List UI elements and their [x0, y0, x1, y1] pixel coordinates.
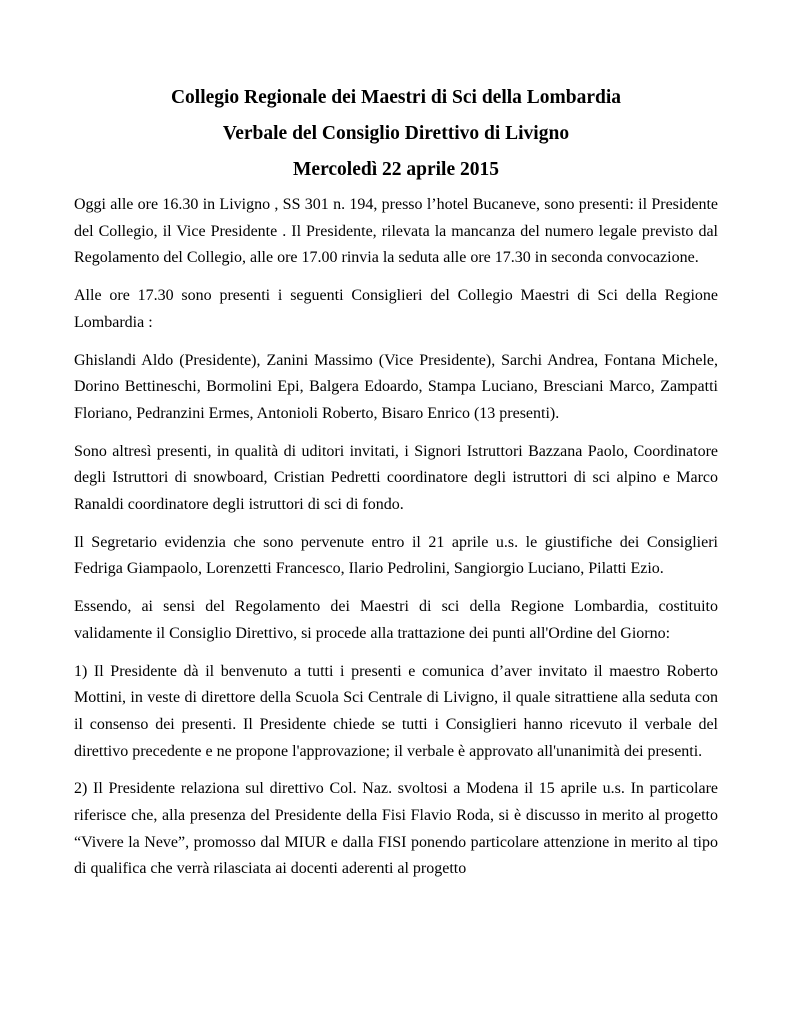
paragraph-second-call: Alle ore 17.30 sono presenti i seguenti Consiglieri del Collegio Maestri di Sci della Regione Lombardia : [74, 287, 718, 331]
document-title: Collegio Regionale dei Maestri di Sci della Lombardia [170, 87, 622, 108]
document-subtitle: Verbale del Consiglio Direttivo di Livigno [222, 123, 570, 144]
document-page [74, 86, 718, 894]
meeting-date: Mercoledì 22 aprile 2015 [293, 159, 499, 180]
agenda-item-1: 1) Il Presidente dà il benvenuto a tutti i presenti e comunica d’aver invitato il maestro Roberto Mottini, in veste di direttore della Scuola Sci Centrale di Livigno, il quale sitrattiene alla seduta con il consenso dei presenti. Il Presidente chiede se tutti i Consiglieri hanno ricevuto il verbale del direttivo precedente e ne propone l'approvazione; il verbale è approvato all'unanimità dei presenti. [74, 662, 718, 760]
paragraph-attendees: Ghislandi Aldo (Presidente), Zanini Massimo (Vice Presidente), Sarchi Andrea, Fontana Michele, Dorino Bettineschi, Bormolini Epi, Balgera Edoardo, Stampa Luciano, Bresciani Marco, Zampatti Floriano, Pedranzini Ermes, Antonioli Roberto, Bisaro Enrico (13 presenti). [74, 351, 718, 422]
paragraph-absences: Il Segretario evidenzia che sono pervenute entro il 21 aprile u.s. le giustifiche dei Consiglieri Fedriga Giampaolo, Lorenzetti Francesco, Ilario Pedrolini, Sangiorgio Luciano, Pilatti Ezio. [74, 533, 718, 578]
agenda-item-2: 2) Il Presidente relaziona sul direttivo Col. Naz. svoltosi a Modena il 15 aprile u.s. In particolare riferisce che, alla presenza del Presidente della Fisi Flavio Roda, si è discusso in merito al progetto “Vivere la Neve”, promosso dal MIUR e dalla FISI ponendo particolare attenzione in merito al tipo di qualifica che verrà rilasciata ai docenti aderenti al progetto [74, 780, 718, 878]
paragraph-guests: Sono altresì presenti, in qualità di uditori invitati, i Signori Istruttori Bazzana Paolo, Coordinatore degli Istruttori di snowboard, Cristian Pedretti coordinatore degli istruttori di sci alpino e Marco Ranaldi coordinatore degli istruttori di sci di fondo. [74, 442, 718, 514]
paragraph-quorum: Essendo, ai sensi del Regolamento dei Maestri di sci della Regione Lombardia, costituito validamente il Consiglio Direttivo, si procede alla trattazione dei punti all'Ordine del Giorno: [74, 598, 718, 642]
paragraph-opening: Oggi alle ore 16.30 in Livigno , SS 301 n. 194, presso l’hotel Bucaneve, sono presenti: il Presidente del Collegio, il Vice Presidente . Il Presidente, rilevata la mancanza del numero legale previsto dal Regolamento del Collegio, alle ore 17.00 rinvia la seduta alle ore 17.30 in seconda convocazione. [74, 196, 718, 267]
